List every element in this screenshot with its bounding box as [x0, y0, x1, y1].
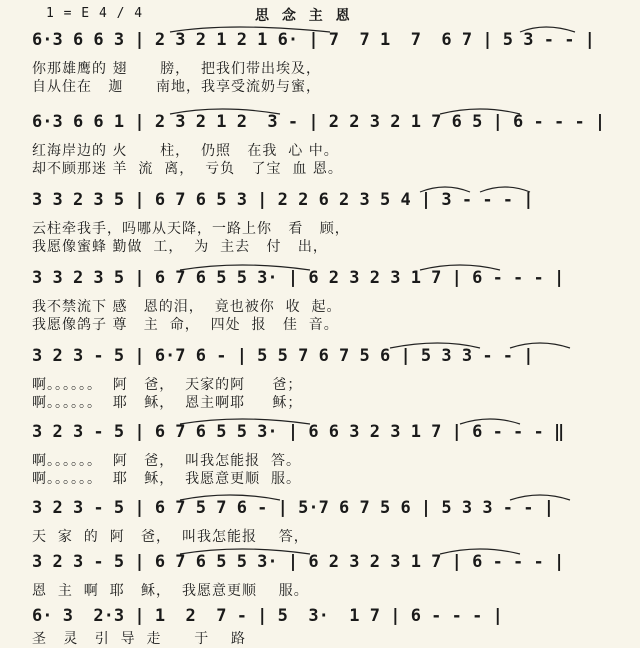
notation-line: 6·3 6 6 1 | 2 3 2 1 2 3 - | 2 2 3 2 1 7 6 5 | 6 - - - |: [32, 112, 606, 132]
notation-line: 3 2 3 - 5 | 6 7 5 7 6 - | 5·7 6 7 5 6 | 5 3 3 - - |: [32, 498, 554, 518]
notation-line: 3 2 3 - 5 | 6 7 6 5 5 3· | 6 2 3 2 3 1 7 | 6 - - - |: [32, 552, 565, 572]
lyric-verse-2: 自从住在 迦 南地，我享受流奶与蜜，: [32, 79, 322, 95]
lyric-verse-1: 啊。。。。。。 阿 爸， 叫我怎能报 答。: [32, 453, 302, 469]
song-title: 思 念 主 恩: [255, 8, 354, 24]
lyric-verse-1: 我不禁流下 感 恩的泪， 竟也被你 收 起。: [32, 299, 342, 315]
lyric-verse-1: 红海岸边的 火 柱， 仍照 在我 心 中。: [32, 143, 339, 159]
notation-line: 6·3 6 6 3 | 2 3 2 1 2 1 6· | 7 7 1 7 6 7 | 5 3 - - |: [32, 30, 595, 50]
lyric-verse-2: 啊。。。。。。 耶 稣， 恩主啊耶 稣；: [32, 395, 303, 411]
lyric-verse-1: 云柱牵我手，吗哪从天降，一路上你 看 顾，: [32, 221, 350, 237]
notation-line: 6· 3 2·3 | 1 2 7 - | 5 3· 1 7 | 6 - - - |: [32, 606, 503, 626]
lyric-verse-1: 啊。。。。。。 阿 爸， 天家的阿 爸；: [32, 377, 303, 393]
lyric-verse-1: 你那雄鹰的 翅 膀， 把我们带出埃及，: [32, 61, 322, 77]
lyric-verse-2: 我愿像鸽子 尊 主 命， 四处 报 佳 音。: [32, 317, 339, 333]
notation-line: 3 3 2 3 5 | 6 7 6 5 5 3· | 6 2 3 2 3 1 7 | 6 - - - |: [32, 268, 565, 288]
lyric-verse-2: 我愿像蜜蜂 勤做 工， 为 主去 付 出，: [32, 239, 328, 255]
key-signature: 1 = E 4 / 4: [46, 6, 144, 21]
notation-line: 3 3 2 3 5 | 6 7 6 5 3 | 2 2 6 2 3 5 4 | 3 - - - |: [32, 190, 534, 210]
lyric-verse-2: 却不顾那迷 羊 流 离， 亏负 了宝 血 恩。: [32, 161, 343, 177]
notation-line: 3 2 3 - 5 | 6 7 6 5 5 3· | 6 6 3 2 3 1 7 | 6 - - - ‖: [32, 422, 565, 442]
lyric-verse-1: 恩 主 啊 耶 稣， 我愿意更顺 服。: [32, 583, 309, 599]
lyric-verse-1: 圣 灵 引 导 走 于 路: [32, 631, 247, 647]
lyric-verse-2: 啊。。。。。。 耶 稣， 我愿意更顺 服。: [32, 471, 302, 487]
notation-line: 3 2 3 - 5 | 6·7 6 - | 5 5 7 6 7 5 6 | 5 3 3 - - |: [32, 346, 534, 366]
lyric-verse-1: 天 家 的 阿 爸， 叫我怎能报 答，: [32, 529, 309, 545]
